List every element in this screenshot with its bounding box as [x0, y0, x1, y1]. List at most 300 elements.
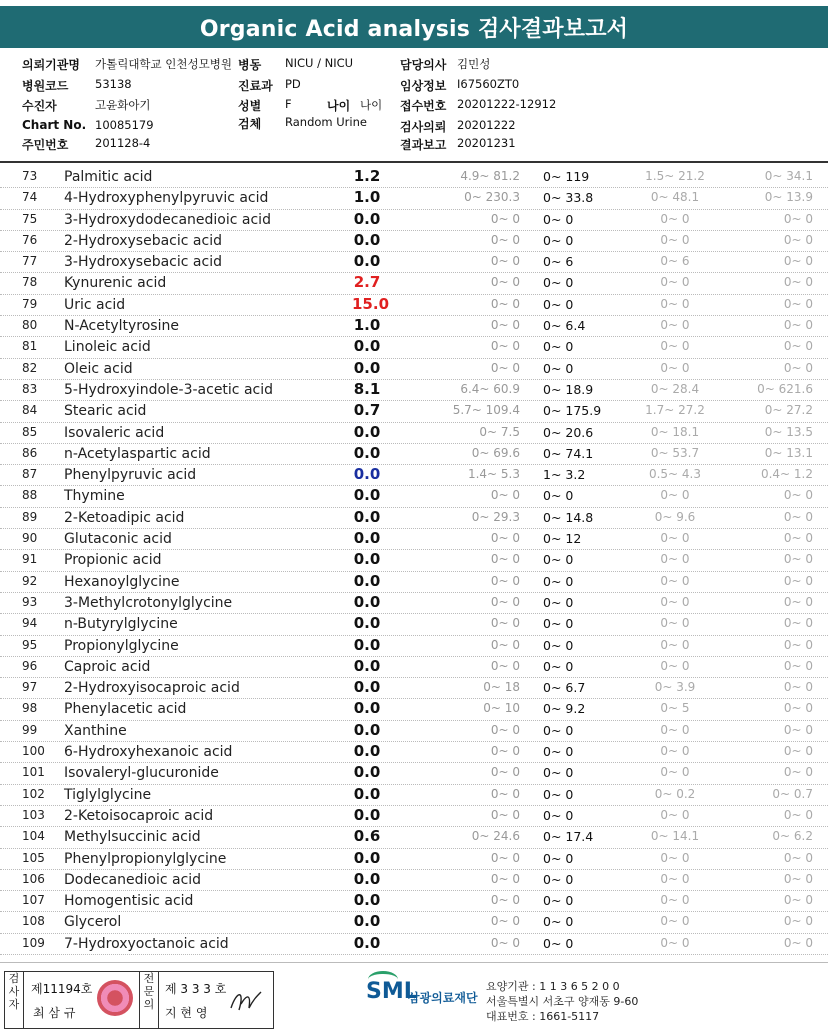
hospital-code-value: 53138 [95, 77, 132, 91]
analyte-name: Hexanoylglycine [64, 573, 180, 590]
reference-range-2: 0~ 17.4 [543, 829, 594, 845]
reference-range-3: 0~ 0 [660, 637, 690, 652]
reference-range-3: 0~ 0 [660, 616, 690, 631]
reference-range-4: 0~ 0 [783, 935, 813, 950]
row-number: 108 [22, 914, 45, 929]
reference-range-4: 0~ 0 [783, 722, 813, 737]
row-number: 87 [22, 467, 38, 482]
table-row [0, 785, 828, 806]
reference-range-1: 0~ 0 [490, 744, 520, 759]
analyte-name: Linoleic acid [64, 339, 151, 356]
result-value: 0.0 [353, 784, 381, 803]
reference-range-3: 0~ 0 [660, 531, 690, 546]
result-value: 0.0 [353, 592, 381, 611]
report-footer [0, 968, 828, 1035]
row-number: 78 [22, 275, 38, 290]
reference-range-3: 0~ 0 [660, 360, 690, 375]
table-row [0, 337, 828, 358]
reference-range-3: 0~ 0 [660, 488, 690, 503]
patient-info [0, 52, 828, 160]
reference-range-3: 0~ 0 [660, 871, 690, 886]
reference-range-4: 0~ 0 [783, 637, 813, 652]
analyte-name: Stearic acid [64, 403, 147, 420]
reference-range-2: 0~ 0 [543, 637, 574, 653]
reference-range-4: 0~ 0 [783, 254, 813, 269]
reference-range-3: 0~ 0 [660, 594, 690, 609]
doctor-value: 김민성 [457, 57, 491, 71]
reference-range-4: 0~ 0 [783, 914, 813, 929]
result-value: 0.0 [353, 252, 381, 271]
reference-range-2: 0~ 0 [543, 616, 574, 632]
reference-range-2: 0~ 0 [543, 765, 574, 781]
reference-range-1: 0~ 0 [490, 232, 520, 247]
reference-range-4: 0~ 13.5 [764, 424, 813, 439]
row-number: 96 [22, 658, 38, 673]
reference-range-1: 0~ 0 [490, 616, 520, 631]
analyte-name: 3-Hydroxydodecanedioic acid [64, 211, 271, 228]
analyte-name: Kynurenic acid [64, 275, 167, 292]
reference-range-4: 0~ 0 [783, 893, 813, 908]
table-row [0, 167, 828, 188]
reference-range-1: 1.4~ 5.3 [467, 467, 520, 482]
reference-range-3: 0~ 3.9 [654, 680, 696, 695]
analyte-name: 2-Hydroxysebacic acid [64, 232, 222, 249]
table-row [0, 763, 828, 784]
table-row [0, 572, 828, 593]
reference-range-1: 0~ 0 [490, 637, 520, 652]
age-value: 나이 [360, 98, 383, 112]
dept-value: PD [285, 77, 301, 91]
analyte-name: Tiglylglycine [64, 786, 152, 803]
reference-range-2: 0~ 0 [543, 658, 574, 674]
result-value: 0.6 [353, 827, 381, 846]
reference-range-1: 0~ 0 [490, 765, 520, 780]
reference-range-4: 0~ 0 [783, 509, 813, 524]
reference-range-1: 0~ 0 [490, 594, 520, 609]
reference-range-2: 0~ 0 [543, 211, 574, 227]
reference-range-2: 0~ 74.1 [543, 445, 594, 461]
reference-range-1: 0~ 0 [490, 914, 520, 929]
result-value: 0.0 [353, 529, 381, 548]
reference-range-3: 0~ 0 [660, 318, 690, 333]
table-row [0, 721, 828, 742]
result-value: 0.0 [353, 869, 381, 888]
reference-range-2: 0~ 18.9 [543, 381, 594, 397]
reference-range-1: 0~ 18 [483, 680, 520, 695]
reference-range-3: 1.7~ 27.2 [645, 403, 705, 418]
analyte-name: Propionylglycine [64, 637, 179, 654]
analyte-name: 4-Hydroxyphenylpyruvic acid [64, 190, 269, 207]
reference-range-2: 0~ 6 [543, 254, 574, 270]
reference-range-2: 0~ 0 [543, 488, 574, 504]
analyte-name: n-Acetylaspartic acid [64, 445, 211, 462]
analyte-name: Methylsuccinic acid [64, 829, 201, 846]
row-number: 76 [22, 232, 38, 247]
reference-range-1: 0~ 0 [490, 318, 520, 333]
doctor-label: 담당의사 [400, 58, 447, 72]
reference-range-4: 0~ 0 [783, 232, 813, 247]
request-value: 20201222 [457, 118, 516, 132]
analyte-name: Isovaleric acid [64, 424, 165, 441]
institution-label: 의뢰기관명 [22, 58, 80, 72]
reference-range-3: 0~ 14.1 [650, 829, 700, 844]
reference-range-4: 0~ 34.1 [764, 169, 813, 183]
lab-name: 삼광의료재단 [408, 991, 478, 1005]
receipt-label: 접수번호 [400, 99, 447, 113]
table-row [0, 401, 828, 422]
table-row [0, 380, 828, 401]
row-number: 93 [22, 594, 38, 609]
reference-range-3: 0~ 0 [660, 275, 690, 290]
analyte-name: N-Acetyltyrosine [64, 318, 179, 335]
analyte-name: Oleic acid [64, 360, 133, 377]
hospital-code-label: 병원코드 [22, 79, 69, 93]
row-number: 92 [22, 573, 38, 588]
logo-text: SML [366, 979, 418, 1004]
table-row [0, 742, 828, 763]
reference-range-1: 0~ 24.6 [471, 829, 520, 844]
specialist-name: 지 현 영 [165, 1006, 208, 1020]
result-value: 0.0 [353, 742, 381, 761]
row-number: 73 [22, 169, 38, 183]
reference-range-4: 0~ 0 [783, 211, 813, 226]
result-value: 0.0 [353, 230, 381, 249]
agency-code: 요양기관 : 1 1 3 6 5 2 0 0 [486, 980, 620, 993]
reference-range-3: 0~ 0 [660, 232, 690, 247]
reference-range-1: 0~ 0 [490, 573, 520, 588]
result-value: 0.0 [353, 848, 381, 867]
reference-range-3: 0~ 0 [660, 807, 690, 822]
table-row [0, 699, 828, 720]
analyte-name: 3-Methylcrotonylglycine [64, 594, 233, 611]
row-number: 82 [22, 360, 38, 375]
row-number: 103 [22, 807, 45, 822]
reference-range-2: 0~ 0 [543, 914, 574, 930]
specialist-vertical-label: 전문의 [139, 972, 159, 1028]
result-value: 0.0 [353, 507, 381, 526]
row-number: 83 [22, 381, 38, 396]
table-row [0, 529, 828, 550]
reference-range-4: 0~ 0 [783, 765, 813, 780]
reference-range-2: 0~ 6.7 [543, 680, 586, 696]
reference-range-1: 0~ 0 [490, 360, 520, 375]
analyte-name: Xanthine [64, 722, 127, 739]
reference-range-2: 0~ 0 [543, 360, 574, 376]
result-value: 1.2 [353, 167, 381, 185]
official-seal-icon [97, 980, 133, 1016]
sml-logo [366, 979, 478, 1005]
table-row [0, 806, 828, 827]
reference-range-4: 0~ 0 [783, 296, 813, 311]
table-row [0, 188, 828, 209]
table-row [0, 273, 828, 294]
result-value: 0.0 [353, 571, 381, 590]
analyte-name: Caproic acid [64, 658, 151, 675]
reference-range-3: 0~ 0 [660, 744, 690, 759]
reference-range-1: 0~ 230.3 [464, 190, 520, 205]
row-number: 106 [22, 871, 45, 886]
reference-range-2: 0~ 9.2 [543, 701, 586, 717]
row-number: 107 [22, 893, 45, 908]
reference-range-3: 0~ 0 [660, 552, 690, 567]
reference-range-4: 0~ 0 [783, 488, 813, 503]
row-number: 101 [22, 765, 45, 780]
reference-range-2: 0~ 0 [543, 722, 574, 738]
table-row [0, 593, 828, 614]
table-row [0, 423, 828, 444]
row-number: 98 [22, 701, 38, 716]
reference-range-3: 0~ 53.7 [650, 445, 700, 460]
reference-range-4: 0~ 0.7 [772, 786, 813, 801]
reference-range-1: 0~ 0 [490, 786, 520, 801]
reference-range-3: 0~ 9.6 [654, 509, 696, 524]
row-number: 80 [22, 318, 38, 333]
analyte-name: Phenylpropionylglycine [64, 850, 227, 867]
row-number: 85 [22, 424, 38, 439]
reference-range-2: 0~ 0 [543, 871, 574, 887]
analyte-name: 2-Ketoadipic acid [64, 509, 185, 526]
analyte-name: Phenylpyruvic acid [64, 467, 197, 484]
analyte-name: Thymine [64, 488, 125, 505]
reference-range-3: 0~ 6 [660, 254, 690, 269]
row-number: 77 [22, 254, 38, 269]
table-row [0, 210, 828, 231]
reference-range-2: 0~ 119 [543, 169, 590, 184]
resident-label: 주민번호 [22, 138, 69, 152]
result-value: 0.0 [353, 699, 381, 718]
result-value: 0.0 [353, 614, 381, 633]
table-row [0, 252, 828, 273]
reference-range-4: 0~ 6.2 [772, 829, 813, 844]
reference-range-3: 0~ 0 [660, 935, 690, 950]
lab-phone: 대표번호 : 1661-5117 [486, 1010, 600, 1023]
reference-range-4: 0.4~ 1.2 [760, 467, 813, 482]
reference-range-1: 0~ 29.3 [471, 509, 520, 524]
row-number: 104 [22, 829, 45, 844]
reference-range-1: 0~ 69.6 [471, 445, 520, 460]
reference-range-3: 0~ 0.2 [654, 786, 696, 801]
reference-range-2: 0~ 0 [543, 232, 574, 248]
reference-range-1: 0~ 0 [490, 935, 520, 950]
reference-range-3: 1.5~ 21.2 [645, 169, 705, 183]
reference-range-4: 0~ 0 [783, 275, 813, 290]
report-label: 결과보고 [400, 138, 447, 152]
analyte-name: Isovaleryl-glucuronide [64, 765, 219, 782]
reference-range-3: 0~ 0 [660, 339, 690, 354]
reference-range-1: 0~ 0 [490, 850, 520, 865]
analyte-name: 7-Hydroxyoctanoic acid [64, 935, 229, 952]
reference-range-1: 4.9~ 81.2 [460, 169, 520, 183]
analyte-name: Dodecanedioic acid [64, 871, 202, 888]
row-number: 105 [22, 850, 45, 865]
header-divider [0, 161, 828, 163]
reference-range-2: 0~ 0 [543, 594, 574, 610]
analyte-name: Propionic acid [64, 552, 162, 569]
age-label: 나이 [327, 99, 351, 113]
result-value: 0.0 [353, 465, 381, 484]
reference-range-2: 0~ 175.9 [543, 403, 602, 419]
result-value: 0.0 [353, 550, 381, 569]
row-number: 100 [22, 744, 45, 759]
ward-label: 병동 [238, 58, 262, 72]
reference-range-3: 0~ 0 [660, 722, 690, 737]
clinical-label: 임상정보 [400, 79, 447, 93]
chart-value: 10085179 [95, 118, 154, 132]
analyte-name: Uric acid [64, 296, 126, 313]
reference-range-1: 0~ 0 [490, 488, 520, 503]
inspector-vertical-label: 검사자 [5, 972, 24, 1028]
report-title: Organic Acid analysis 검사결과보고서 [0, 6, 828, 48]
table-row [0, 891, 828, 912]
result-value: 0.0 [353, 933, 381, 952]
analyte-name: 5-Hydroxyindole-3-acetic acid [64, 381, 274, 398]
reference-range-4: 0~ 0 [783, 744, 813, 759]
analyte-name: Glutaconic acid [64, 531, 172, 548]
signature-box [4, 971, 274, 1029]
reference-range-2: 0~ 0 [543, 807, 574, 823]
lab-address: 서울특별시 서초구 양재동 9-60 [486, 995, 639, 1008]
reference-range-1: 0~ 0 [490, 339, 520, 354]
reference-range-3: 0~ 0 [660, 573, 690, 588]
result-value: 0.0 [353, 635, 381, 654]
receipt-value: 20201222-12912 [457, 97, 557, 111]
reference-range-3: 0~ 0 [660, 765, 690, 780]
result-value: 1.0 [353, 188, 381, 207]
reference-range-4: 0~ 0 [783, 701, 813, 716]
reference-range-3: 0~ 48.1 [650, 190, 700, 205]
row-number: 75 [22, 211, 38, 226]
result-value: 0.7 [353, 401, 381, 420]
reference-range-4: 0~ 0 [783, 318, 813, 333]
result-value: 0.0 [353, 720, 381, 739]
analyte-name: Homogentisic acid [64, 893, 194, 910]
reference-range-1: 5.7~ 109.4 [452, 403, 520, 418]
table-row [0, 678, 828, 699]
reference-range-4: 0~ 621.6 [757, 381, 813, 396]
reference-range-1: 0~ 10 [483, 701, 520, 716]
reference-range-3: 0~ 0 [660, 850, 690, 865]
row-number: 88 [22, 488, 38, 503]
result-value: 0.0 [353, 891, 381, 910]
reference-range-4: 0~ 27.2 [764, 403, 813, 418]
reference-range-2: 0~ 0 [543, 552, 574, 568]
row-number: 79 [22, 296, 38, 311]
table-row [0, 912, 828, 933]
reference-range-2: 0~ 12 [543, 531, 582, 547]
row-number: 97 [22, 680, 38, 695]
reference-range-2: 0~ 0 [543, 893, 574, 909]
reference-range-3: 0~ 5 [660, 701, 690, 716]
table-row [0, 849, 828, 870]
reference-range-1: 0~ 0 [490, 254, 520, 269]
reference-range-4: 0~ 0 [783, 531, 813, 546]
signature-icon [227, 986, 265, 1016]
reference-range-4: 0~ 13.1 [764, 445, 813, 460]
table-row [0, 870, 828, 891]
request-label: 검사의뢰 [400, 120, 447, 134]
reference-range-1: 0~ 7.5 [479, 424, 520, 439]
table-row [0, 934, 828, 955]
row-number: 90 [22, 531, 38, 546]
specimen-value: Random Urine [285, 115, 367, 129]
result-value: 0.0 [353, 443, 381, 462]
row-number: 74 [22, 190, 38, 205]
table-row [0, 231, 828, 252]
clinical-value: I67560ZT0 [457, 77, 520, 91]
result-value: 0.0 [353, 337, 381, 356]
reference-range-2: 0~ 0 [543, 296, 574, 312]
patient-value: 고윤화아기 [95, 98, 151, 112]
row-number: 95 [22, 637, 38, 652]
analyte-name: Phenylacetic acid [64, 701, 187, 718]
resident-value: 201128-4 [95, 136, 151, 150]
table-row [0, 295, 828, 316]
result-value: 0.0 [353, 656, 381, 675]
inspector-number: 제11194호 [31, 982, 93, 996]
reference-range-2: 0~ 0 [543, 850, 574, 866]
row-number: 94 [22, 616, 38, 631]
reference-range-2: 1~ 3.2 [543, 467, 586, 483]
row-number: 84 [22, 403, 38, 418]
reference-range-3: 0~ 28.4 [650, 381, 700, 396]
report-value: 20201231 [457, 136, 516, 150]
result-value: 0.0 [353, 912, 381, 931]
logo-arc-icon [368, 971, 398, 988]
reference-range-4: 0~ 0 [783, 360, 813, 375]
row-number: 102 [22, 786, 45, 801]
reference-range-3: 0~ 0 [660, 893, 690, 908]
table-row [0, 465, 828, 486]
reference-range-1: 0~ 0 [490, 275, 520, 290]
reference-range-1: 0~ 0 [490, 658, 520, 673]
sex-label: 성별 [238, 99, 262, 113]
patient-label: 수진자 [22, 99, 57, 113]
reference-range-3: 0~ 0 [660, 914, 690, 929]
reference-range-2: 0~ 20.6 [543, 424, 594, 440]
result-value: 0.0 [353, 486, 381, 505]
reference-range-1: 0~ 0 [490, 296, 520, 311]
reference-range-4: 0~ 13.9 [764, 190, 813, 205]
analyte-name: n-Butyrylglycine [64, 616, 178, 633]
reference-range-4: 0~ 0 [783, 807, 813, 822]
reference-range-4: 0~ 0 [783, 658, 813, 673]
table-row [0, 827, 828, 848]
analyte-name: Glycerol [64, 914, 122, 931]
row-number: 81 [22, 339, 38, 354]
row-divider [0, 954, 828, 955]
result-value: 2.7 [353, 273, 381, 292]
table-row [0, 657, 828, 678]
reference-range-1: 0~ 0 [490, 871, 520, 886]
reference-range-4: 0~ 0 [783, 339, 813, 354]
lab-contact [486, 979, 638, 1024]
sex-value: F [285, 97, 292, 111]
reference-range-4: 0~ 0 [783, 552, 813, 567]
reference-range-1: 0~ 0 [490, 552, 520, 567]
results-table [0, 167, 828, 955]
inspector-name: 최 삼 규 [33, 1006, 76, 1020]
table-row [0, 316, 828, 337]
row-number: 91 [22, 552, 38, 567]
reference-range-2: 0~ 0 [543, 275, 574, 291]
reference-range-1: 0~ 0 [490, 807, 520, 822]
table-row [0, 359, 828, 380]
reference-range-1: 0~ 0 [490, 211, 520, 226]
reference-range-2: 0~ 0 [543, 935, 574, 951]
reference-range-4: 0~ 0 [783, 871, 813, 886]
table-row [0, 550, 828, 571]
table-row [0, 636, 828, 657]
